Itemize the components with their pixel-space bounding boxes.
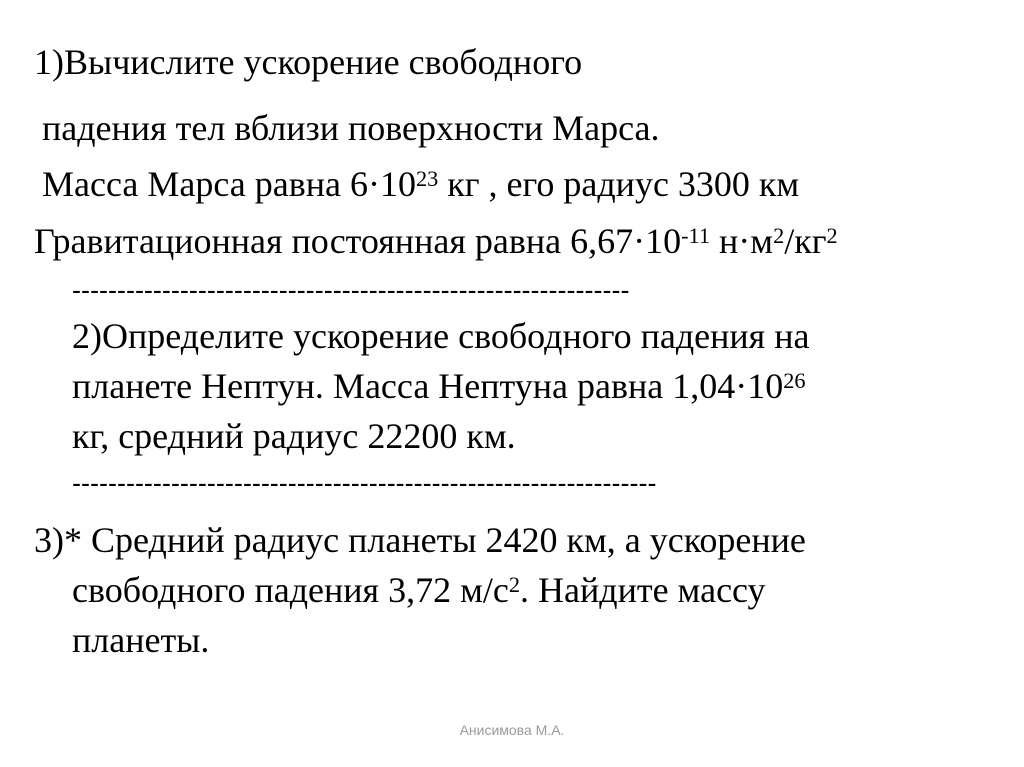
task2-line2-exponent: 26 xyxy=(783,367,806,393)
task2-line3 xyxy=(72,418,516,454)
task3-line2-after: . Найдите массу xyxy=(520,570,766,610)
task1-line3-exponent: 23 xyxy=(415,165,439,191)
task1-line1-text: 1)Вычислите ускорение свободного xyxy=(34,42,583,82)
task1-line2 xyxy=(42,110,660,146)
task1-line4-exponent2: 2 xyxy=(773,222,785,248)
separator-1: -------------------------------------------------------------- xyxy=(72,275,630,305)
task2-line2 xyxy=(72,368,806,404)
task1-line4-exponent3: 2 xyxy=(826,222,838,248)
task2-line1 xyxy=(72,318,809,354)
task1-line3-after: кг , его радиус 3300 км xyxy=(438,164,800,204)
task3-line2-before: свободного падения 3,72 м/с xyxy=(72,570,509,610)
task3-line2 xyxy=(72,572,766,608)
task3-line3 xyxy=(72,622,209,658)
task3-line2-exponent: 2 xyxy=(508,571,521,597)
task3-line1 xyxy=(34,522,806,558)
footer-author: Анисимова М.А. xyxy=(459,722,565,738)
task1-line4-mid2: /кг xyxy=(784,221,827,261)
task2-line3-text: кг, средний радиус 22200 км. xyxy=(72,416,516,456)
task1-line4-exponent1: -11 xyxy=(681,222,711,248)
task1-line2-text: падения тел вблизи поверхности Марса. xyxy=(42,108,660,148)
task3-line3-text: планеты. xyxy=(72,620,210,660)
task1-line4-mid: н·м xyxy=(710,221,774,261)
task1-line4 xyxy=(34,223,838,259)
task2-line2-before: планете Нептун. Масса Нептуна равна 1,04·10 xyxy=(72,366,784,406)
task1-line3 xyxy=(42,166,799,202)
task1-line3-before: Масса Марса равна 6·10 xyxy=(42,164,416,204)
task1-line4-before: Гравитационная постоянная равна 6,67·10 xyxy=(34,221,682,261)
task1-line1 xyxy=(34,44,582,80)
separator-2: ----------------------------------------------------------------- xyxy=(72,468,657,498)
task2-line1-text: 2)Определите ускорение свободного падения на xyxy=(72,316,810,356)
task3-line1-text: 3)* Средний радиус планеты 2420 км, а ускорение xyxy=(34,520,806,560)
